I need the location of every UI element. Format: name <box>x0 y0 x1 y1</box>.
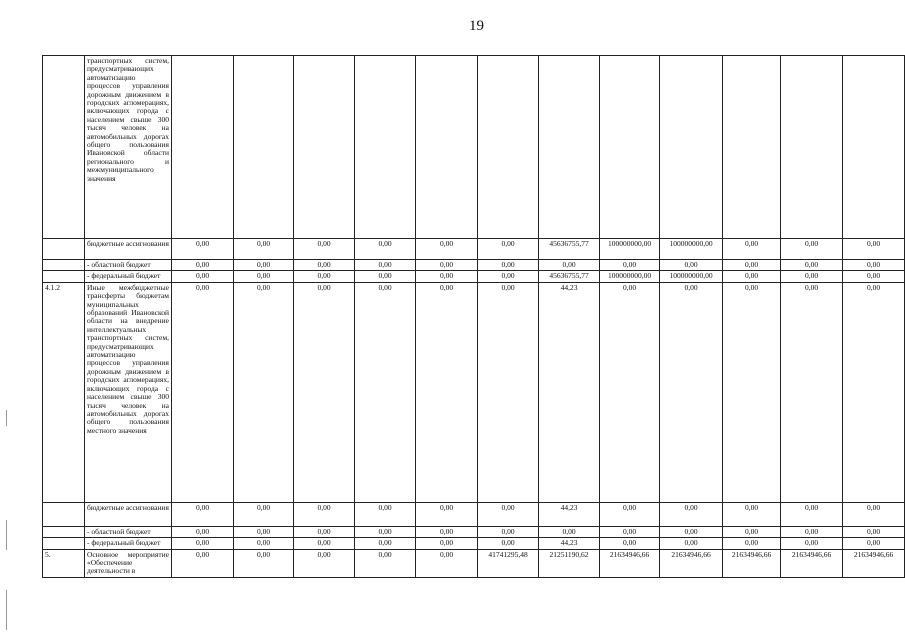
value-cell: 44,23 <box>539 502 600 526</box>
value-cell: 0,00 <box>843 282 905 502</box>
row-code: 5. <box>43 549 85 577</box>
value-cell: 0,00 <box>172 502 234 526</box>
value-cell: 0,00 <box>294 526 355 537</box>
value-cell: 41741295,48 <box>478 549 539 577</box>
binding-mark <box>6 590 7 630</box>
value-cell: 0,00 <box>478 239 539 260</box>
value-cell: 0,00 <box>234 502 294 526</box>
value-cell: 0,00 <box>172 526 234 537</box>
value-cell: 0,00 <box>294 502 355 526</box>
value-cell: 0,00 <box>660 260 723 271</box>
row-description: Иные межбюджетные трансферты бюджетам муниципальных образований Ивановской области на внедрение интеллектуальных транспортных систем, предусматривающих автоматизацию процессов управления дорожным движением в городских агломерациях, включающих города с населением свыше 300 тысяч человек на автомобильных дорогах общего пользования местного значения <box>85 282 172 502</box>
value-cell: 0,00 <box>234 538 294 549</box>
value-cell: 21634946,66 <box>723 549 781 577</box>
value-cell <box>416 56 478 239</box>
value-cell: 0,00 <box>355 239 416 260</box>
value-cell: 0,00 <box>234 282 294 502</box>
value-cell: 0,00 <box>781 502 843 526</box>
table-row <box>43 538 905 549</box>
value-cell: 0,00 <box>172 271 234 282</box>
value-cell: 0,00 <box>843 538 905 549</box>
value-cell: 45636755,77 <box>539 271 600 282</box>
table-row <box>43 260 905 271</box>
row-code <box>43 526 85 537</box>
value-cell: 0,00 <box>172 538 234 549</box>
row-description: бюджетные ассигнования <box>85 239 172 260</box>
value-cell: 0,00 <box>843 260 905 271</box>
value-cell: 0,00 <box>600 538 660 549</box>
value-cell: 100000000,00 <box>600 239 660 260</box>
value-cell <box>478 56 539 239</box>
binding-mark <box>6 410 7 426</box>
value-cell: 21634946,66 <box>660 549 723 577</box>
row-description: - областной бюджет <box>85 260 172 271</box>
table-row <box>43 282 905 502</box>
row-description: - федеральный бюджет <box>85 271 172 282</box>
value-cell: 0,00 <box>294 538 355 549</box>
value-cell: 0,00 <box>723 526 781 537</box>
value-cell: 0,00 <box>416 549 478 577</box>
value-cell: 0,00 <box>172 282 234 502</box>
value-cell: 100000000,00 <box>660 239 723 260</box>
row-code <box>43 502 85 526</box>
value-cell: 0,00 <box>355 502 416 526</box>
value-cell: 45636755,77 <box>539 239 600 260</box>
value-cell: 0,00 <box>234 271 294 282</box>
value-cell: 0,00 <box>723 538 781 549</box>
value-cell: 0,00 <box>843 239 905 260</box>
value-cell: 0,00 <box>781 282 843 502</box>
value-cell: 0,00 <box>294 260 355 271</box>
value-cell <box>294 56 355 239</box>
value-cell: 0,00 <box>723 260 781 271</box>
value-cell: 0,00 <box>416 502 478 526</box>
value-cell: 0,00 <box>234 239 294 260</box>
value-cell <box>355 56 416 239</box>
value-cell: 0,00 <box>234 526 294 537</box>
value-cell: 0,00 <box>843 271 905 282</box>
value-cell: 0,00 <box>539 260 600 271</box>
value-cell: 0,00 <box>723 271 781 282</box>
value-cell: 100000000,00 <box>600 271 660 282</box>
value-cell: 0,00 <box>294 271 355 282</box>
value-cell: 21634946,66 <box>600 549 660 577</box>
value-cell: 21634946,66 <box>781 549 843 577</box>
value-cell: 0,00 <box>294 549 355 577</box>
value-cell: 0,00 <box>294 282 355 502</box>
value-cell: 0,00 <box>723 282 781 502</box>
value-cell: 0,00 <box>416 260 478 271</box>
value-cell: 0,00 <box>234 260 294 271</box>
table-row <box>43 271 905 282</box>
value-cell: 0,00 <box>355 526 416 537</box>
row-code <box>43 239 85 260</box>
value-cell: 0,00 <box>781 260 843 271</box>
row-code <box>43 260 85 271</box>
value-cell: 0,00 <box>600 260 660 271</box>
value-cell <box>234 56 294 239</box>
value-cell: 0,00 <box>660 526 723 537</box>
value-cell: 0,00 <box>600 282 660 502</box>
value-cell: 0,00 <box>600 502 660 526</box>
value-cell: 0,00 <box>781 538 843 549</box>
value-cell: 0,00 <box>355 260 416 271</box>
value-cell: 0,00 <box>172 239 234 260</box>
value-cell: 0,00 <box>660 502 723 526</box>
table-row <box>43 549 905 577</box>
row-description: бюджетные ассигнования <box>85 502 172 526</box>
page-number: 19 <box>469 18 484 34</box>
value-cell: 0,00 <box>355 549 416 577</box>
value-cell: 0,00 <box>416 538 478 549</box>
value-cell: 0,00 <box>539 526 600 537</box>
value-cell <box>660 56 723 239</box>
value-cell: 0,00 <box>172 260 234 271</box>
value-cell: 44,23 <box>539 538 600 549</box>
value-cell: 100000000,00 <box>660 271 723 282</box>
value-cell: 0,00 <box>660 538 723 549</box>
row-code <box>43 56 85 239</box>
value-cell <box>539 56 600 239</box>
budget-table <box>42 55 905 578</box>
value-cell: 0,00 <box>172 549 234 577</box>
value-cell: 0,00 <box>355 271 416 282</box>
value-cell: 0,00 <box>355 282 416 502</box>
value-cell: 0,00 <box>478 271 539 282</box>
value-cell: 0,00 <box>723 239 781 260</box>
value-cell: 0,00 <box>600 526 660 537</box>
table-row <box>43 502 905 526</box>
value-cell: 0,00 <box>843 502 905 526</box>
value-cell: 0,00 <box>478 502 539 526</box>
value-cell: 0,00 <box>355 538 416 549</box>
value-cell: 0,00 <box>416 239 478 260</box>
value-cell <box>600 56 660 239</box>
row-description: транспортных систем, предусматривающих автоматизацию процессов управления дорожным движением в городских агломерациях, включающих города с населением свыше 300 тысяч человек на автомобильных дорогах общего пользования Ивановской области регионального и межмуниципального значения <box>85 56 172 239</box>
value-cell: 0,00 <box>723 502 781 526</box>
table-row <box>43 526 905 537</box>
row-description: Основное мероприятие «Обеспечение деятельности в <box>85 549 172 577</box>
value-cell: 0,00 <box>478 526 539 537</box>
value-cell: 0,00 <box>416 282 478 502</box>
value-cell <box>723 56 781 239</box>
row-code <box>43 538 85 549</box>
table-row <box>43 239 905 260</box>
value-cell <box>781 56 843 239</box>
row-code: 4.1.2 <box>43 282 85 502</box>
value-cell: 0,00 <box>781 271 843 282</box>
value-cell <box>172 56 234 239</box>
table-row <box>43 56 905 239</box>
value-cell: 0,00 <box>234 549 294 577</box>
value-cell: 0,00 <box>843 526 905 537</box>
row-description: - федеральный бюджет <box>85 538 172 549</box>
value-cell: 0,00 <box>781 526 843 537</box>
value-cell: 44,23 <box>539 282 600 502</box>
row-code <box>43 271 85 282</box>
binding-mark <box>6 520 7 550</box>
value-cell: 0,00 <box>416 526 478 537</box>
value-cell: 0,00 <box>294 239 355 260</box>
value-cell <box>843 56 905 239</box>
value-cell: 0,00 <box>781 239 843 260</box>
value-cell: 0,00 <box>478 260 539 271</box>
value-cell: 0,00 <box>416 271 478 282</box>
value-cell: 21251190,62 <box>539 549 600 577</box>
value-cell: 21634946,66 <box>843 549 905 577</box>
value-cell: 0,00 <box>478 282 539 502</box>
row-description: - областной бюджет <box>85 526 172 537</box>
value-cell: 0,00 <box>660 282 723 502</box>
value-cell: 0,00 <box>478 538 539 549</box>
